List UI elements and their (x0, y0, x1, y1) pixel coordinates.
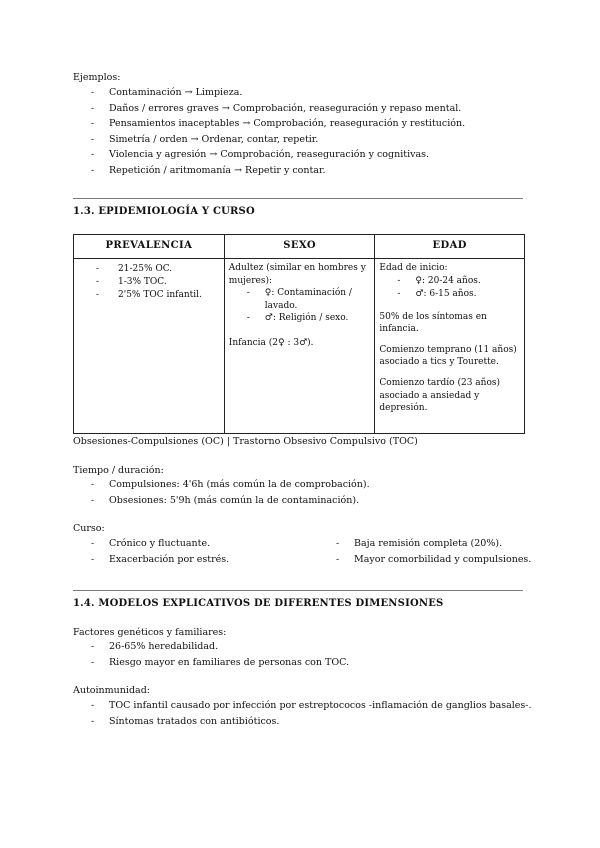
section-title-epidemiologia: 1.3. EPIDEMIOLOGÍA Y CURSO (73, 206, 255, 217)
tiempo-list (73, 478, 370, 509)
list-item: - Compulsiones: 4'6h (más común la de comprobación). (73, 478, 370, 494)
cell-sexo (224, 259, 375, 434)
list-item: - 26-65% heredabilidad. (73, 640, 349, 656)
sexo-intro: Adultez (similar en hombres y mujeres): (228, 263, 366, 286)
section-title-modelos: 1.4. MODELOS EXPLICATIVOS DE DIFERENTES DIMENSIONES (73, 598, 444, 609)
tiempo-heading: Tiempo / duración: (73, 465, 164, 476)
list-item: - Simetría / orden → Ordenar, contar, repetir. (73, 133, 465, 149)
list-item: - Repetición / aritmomanía → Repetir y contar. (73, 164, 465, 180)
header-prevalencia: PREVALENCIA (74, 235, 225, 259)
cell-prevalencia (74, 259, 225, 434)
geneticos-heading: Factores genéticos y familiares: (73, 627, 227, 638)
list-item: - ♀: Contaminación / lavado. (229, 287, 371, 312)
header-sexo: SEXO (224, 235, 375, 259)
edad-p1: 50% de los síntomas en infancia. (379, 311, 487, 335)
list-item: - Exacerbación por estrés. (73, 553, 229, 569)
list-item: - Obsesiones: 5'9h (más común la de contaminación). (73, 494, 370, 510)
list-item: - Daños / errores graves → Comprobación, reaseguración y repaso mental. (73, 102, 465, 118)
list-item: - Pensamientos inaceptables → Comprobación, reaseguración y restitución. (73, 117, 465, 133)
table-caption: Obsesiones-Compulsiones (OC) | Trastorno Obsesivo Compulsivo (TOC) (73, 436, 418, 447)
cell-edad (375, 259, 525, 434)
geneticos-list (73, 640, 349, 671)
list-item: - Violencia y agresión → Comprobación, reaseguración y cognitivas. (73, 148, 465, 164)
epidemiology-table (73, 234, 525, 434)
list-item: - ♀: 20-24 años. (379, 275, 520, 288)
edad-p3: Comienzo tardío (23 años) asociado a ansiedad y depresión. (379, 377, 500, 414)
list-item: - Crónico y fluctuante. (73, 537, 229, 553)
section-divider (73, 198, 523, 199)
ejemplos-heading: Ejemplos: (73, 72, 121, 83)
list-item: - Mayor comorbilidad y compulsiones. (318, 553, 531, 569)
list-item: - Contaminación → Limpieza. (73, 86, 465, 102)
curso-heading: Curso: (73, 523, 105, 534)
ejemplos-list (73, 86, 465, 180)
list-item: - 2'5% TOC infantil. (78, 289, 220, 302)
autoinmunidad-list (73, 699, 532, 730)
list-item: - TOC infantil causado por infección por estreptococos -inflamación de ganglios basales-. (73, 699, 532, 715)
section-divider (73, 590, 523, 591)
list-item: - 1-3% TOC. (78, 276, 220, 289)
list-item: - ♂: Religión / sexo. (229, 312, 371, 325)
list-item: - ♂: 6-15 años. (379, 288, 520, 301)
edad-intro: Edad de inicio: (379, 263, 448, 273)
sexo-infancia: Infancia (2♀ : 3♂). (228, 337, 314, 348)
curso-list-right (318, 537, 531, 568)
list-item: - 21-25% OC. (78, 263, 220, 276)
list-item: - Síntomas tratados con antibióticos. (73, 715, 532, 731)
edad-p2: Comienzo temprano (11 años) asociado a tics y Tourette. (379, 344, 517, 368)
header-edad: EDAD (375, 235, 525, 259)
list-item: - Baja remisión completa (20%). (318, 537, 531, 553)
curso-list-left (73, 537, 229, 568)
autoinmunidad-heading: Autoinmunidad: (73, 685, 150, 696)
list-item: - Riesgo mayor en familiares de personas con TOC. (73, 656, 349, 672)
